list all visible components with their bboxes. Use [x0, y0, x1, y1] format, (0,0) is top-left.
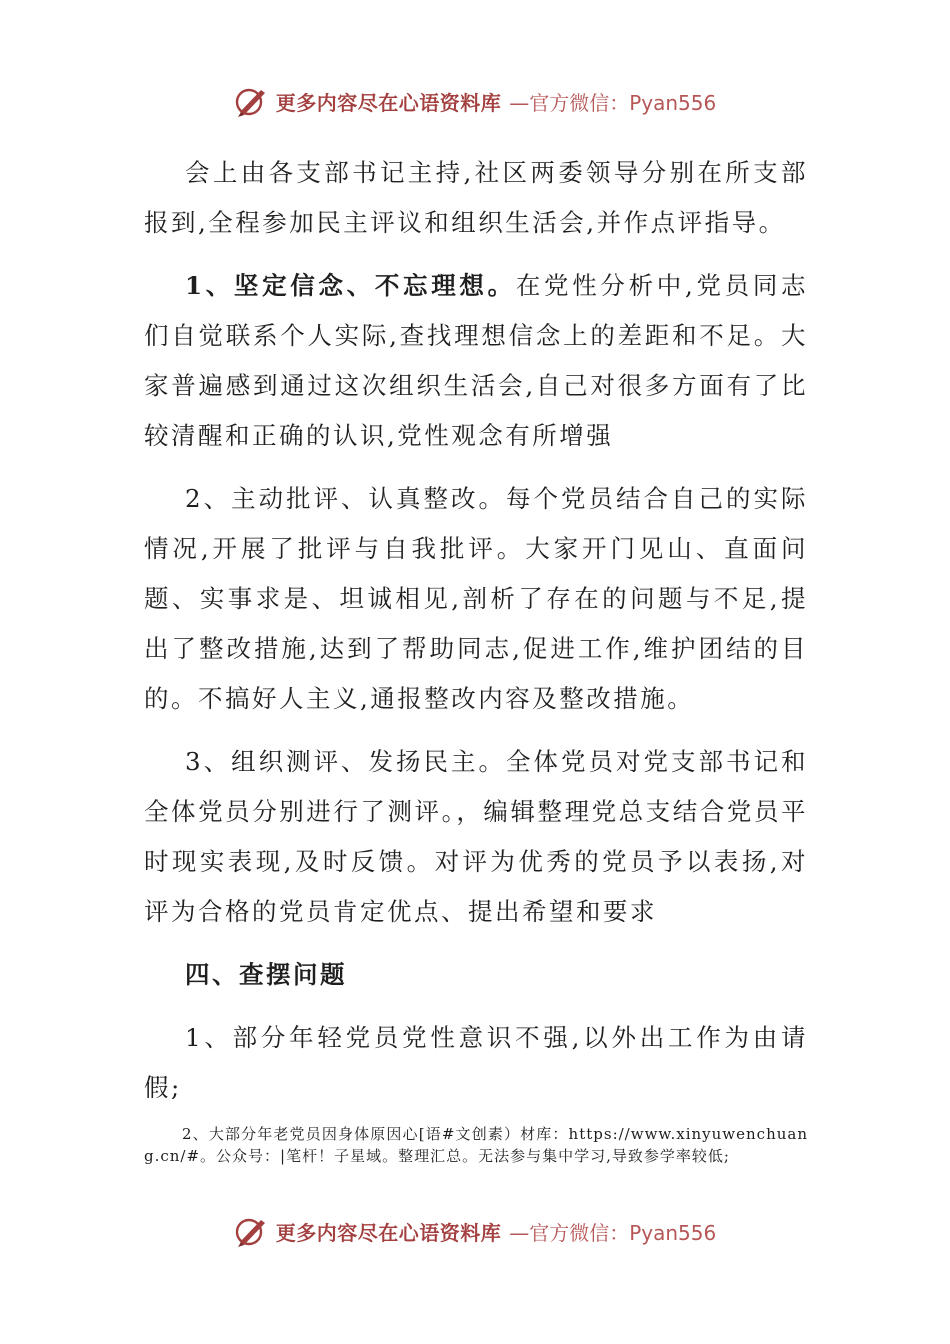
watermark-brand: 更多内容尽在心语资料库 [275, 1220, 502, 1245]
paragraph-problem-2: 2、大部分年老党员因身体原因心[语#文创素）材库：https://www.xinyuwenchuang.cn/#。公众号：|笔杆！子星域。整理汇总。无法参与集中学习,导致参学率较低; [144, 1125, 808, 1165]
pen-logo-icon [234, 1214, 268, 1248]
paragraph-point-3: 3、组织测评、发扬民主。全体党员对党支部书记和全体党员分别进行了测评。，编辑整理党总支结合党员平时现实表现,及时反馈。对评为优秀的党员予以表扬,对评为合格的党员肯定优点、提出希望和要求 [144, 747, 808, 926]
section-heading: 四、查摆问题 [185, 960, 347, 989]
pen-logo-icon [234, 84, 268, 118]
point-1-title: 1、坚定信念、不忘理想。 [185, 271, 516, 300]
document-body [144, 148, 808, 1167]
footer-watermark [0, 1214, 950, 1248]
paragraph-point-1 [144, 261, 808, 461]
header-watermark [0, 84, 950, 118]
point-1-body: 在党性分析中,党员同志们自觉联系个人实际,查找理想信念上的差距和不足。大家普遍感到通过这次组织生活会,自己对很多方面有了比较清醒和正确的认识,党性观念有所增强 [144, 271, 809, 450]
watermark-brand: 更多内容尽在心语资料库 [275, 90, 502, 115]
watermark-contact: —官方微信：Pyan556 [509, 1220, 717, 1245]
paragraph-point-2: 2、主动批评、认真整改。每个党员结合自己的实际情况,开展了批评与自我批评。大家开门见山、直面问题、实事求是、坦诚相见,剖析了存在的问题与不足,提出了整改措施,达到了帮助同志,促进工作,维护团结的目的。不搞好人主义,通报整改内容及整改措施。 [144, 484, 808, 713]
watermark-contact: —官方微信：Pyan556 [509, 90, 717, 115]
paragraph-problem-1: 1、部分年轻党员党性意识不强,以外出工作为由请假; [144, 1023, 808, 1102]
paragraph-intro: 会上由各支部书记主持,社区两委领导分别在所支部报到,全程参加民主评议和组织生活会,并作点评指导。 [144, 158, 808, 237]
